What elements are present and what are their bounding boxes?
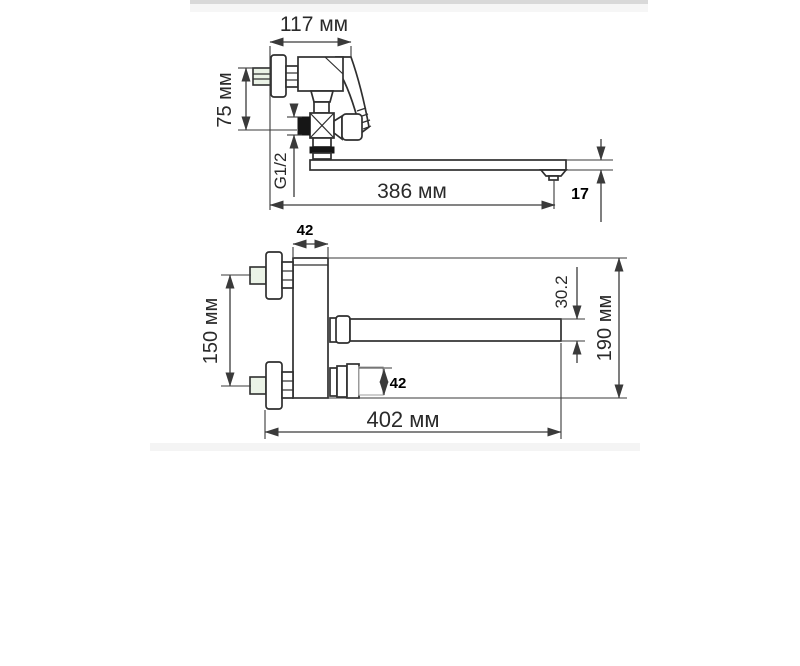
dimension-label: 75 мм [214,72,236,128]
diverter-knob [342,114,362,140]
outlet-ring [337,366,347,397]
hose-nut-ghost [359,367,383,395]
dimension-label: 42 [296,222,314,239]
threaded-stub [250,377,266,394]
dimension-30-2 [552,267,585,363]
thread-label: G1/2 [271,152,290,190]
aerator [541,170,566,176]
dimension-17 [566,139,613,222]
spout-collar-lower [313,153,331,159]
wall-flange [271,55,286,97]
spout-nut [336,316,350,343]
scan-top-wash [190,4,648,12]
scan-top-strip [190,0,648,4]
top-view [214,13,613,222]
neck-stem [314,102,329,113]
dimension-150 [200,275,251,386]
dimension-386 [270,180,555,209]
eccentric-connector-top [250,252,293,299]
wall-flange [266,252,282,299]
body-column [293,258,328,398]
hex-nut [282,262,293,288]
dimension-label: 17 [571,186,589,203]
dimension-label: 402 мм [366,407,440,432]
neck-taper [311,91,333,102]
spout-collar-upper [313,138,331,147]
dimension-label: 117 мм [279,13,349,36]
dimension-label: 30.2 [552,275,571,309]
dimension-42-depth [293,222,328,257]
scan-bottom-smudge [150,443,640,451]
dimension-label: 386 мм [377,180,447,203]
wall-flange [266,362,282,409]
shower-outlet [330,364,383,398]
threaded-stub [250,267,266,284]
dimension-label: 150 мм [200,297,222,365]
eccentric-connector-bottom [250,362,293,409]
diverter-knob-stem [334,116,342,139]
spout-tube-profile [350,319,561,341]
hex-nut [282,372,293,398]
dimension-g12 [271,107,302,197]
outlet-joint [330,368,337,396]
hex-nut [286,66,298,87]
dimension-label: 42 [389,375,407,392]
shower-port [298,117,310,135]
threaded-stub [253,68,271,85]
outlet-nut [347,364,359,398]
mixer-body [298,57,343,91]
side-view [200,222,627,439]
dimension-label: 190 мм [594,294,616,362]
spout-tube [310,160,566,170]
aerator-tip [549,176,558,180]
spout-seal-ring [310,147,334,153]
